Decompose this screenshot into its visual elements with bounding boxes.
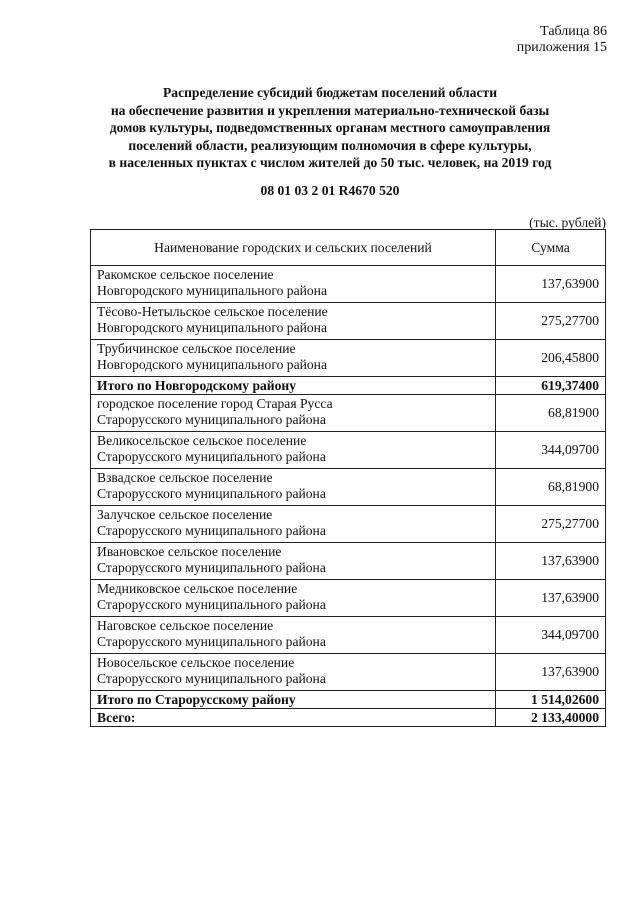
settlement-name: Всего:: [97, 710, 136, 725]
table-number: Таблица 86: [540, 24, 607, 39]
settlement-name-cell: [91, 377, 496, 395]
district-name: Старорусского муниципального района: [97, 634, 326, 649]
table-row: [91, 543, 606, 580]
column-header-name: Наименование городских и сельских поселений: [91, 230, 496, 266]
subsidy-table: [90, 229, 606, 727]
table-row: [91, 469, 606, 506]
amount-cell: 344,09700: [496, 617, 606, 654]
table-row: [91, 432, 606, 469]
amount-cell: 68,81900: [496, 469, 606, 506]
amount-cell: 275,27700: [496, 506, 606, 543]
amount-cell: 275,27700: [496, 303, 606, 340]
title-line: поселений области, реализующим полномочия в сфере культуры,: [128, 137, 532, 153]
settlement-name-cell: [91, 266, 496, 303]
table-row: [91, 654, 606, 691]
units-label: (тыс. рублей): [529, 215, 606, 230]
settlement-name: Великосельское сельское поселение: [97, 433, 307, 448]
settlement-name-cell: [91, 617, 496, 654]
table-row: [91, 506, 606, 543]
amount-cell: 206,45800: [496, 340, 606, 377]
settlement-name: Тёсово-Нетыльское сельское поселение: [97, 304, 328, 319]
amount-cell: 137,63900: [496, 266, 606, 303]
document-title: [60, 84, 600, 172]
settlement-name: Итого по Старорусскому району: [97, 692, 296, 707]
settlement-name-cell: [91, 340, 496, 377]
settlement-name: Медниковское сельское поселение: [97, 581, 298, 596]
table-row: [91, 340, 606, 377]
table-row: [91, 395, 606, 432]
settlement-name-cell: [91, 654, 496, 691]
settlement-name-cell: [91, 303, 496, 340]
settlement-name: Ракомское сельское поселение: [97, 267, 274, 282]
settlement-name: Залучское сельское поселение: [97, 507, 273, 522]
amount-cell: 1 514,02600: [496, 691, 606, 709]
district-name: Новгородского муниципального района: [97, 283, 327, 298]
settlement-name-cell: [91, 580, 496, 617]
settlement-name: Итого по Новгородскому району: [97, 378, 297, 393]
amount-cell: 344,09700: [496, 432, 606, 469]
district-name: Новгородского муниципального района: [97, 357, 327, 372]
grand-total-row: [91, 709, 606, 727]
settlement-name: Новосельское сельское поселение: [97, 655, 295, 670]
settlement-name: городское поселение город Старая Русса: [97, 396, 333, 411]
table-header-row: [91, 230, 606, 266]
amount-cell: 137,63900: [496, 654, 606, 691]
settlement-name-cell: [91, 395, 496, 432]
district-name: Старорусского муниципального района: [97, 486, 326, 501]
district-name: Старорусского муниципального района: [97, 597, 326, 612]
settlement-name: Ивановское сельское поселение: [97, 544, 282, 559]
subtotal-row: [91, 691, 606, 709]
table-row: [91, 303, 606, 340]
settlement-name-cell: [91, 543, 496, 580]
district-name: Старорусского муниципального района: [97, 412, 326, 427]
settlement-name: Взвадское сельское поселение: [97, 470, 273, 485]
settlement-name-cell: [91, 469, 496, 506]
amount-cell: 619,37400: [496, 377, 606, 395]
title-line: в населенных пунктах с числом жителей до 50 тыс. человек, на 2019 год: [108, 155, 552, 170]
amount-cell: 137,63900: [496, 543, 606, 580]
district-name: Старорусского муниципального района: [97, 671, 326, 686]
district-name: Старорусского муниципального района: [97, 449, 326, 464]
amount-cell: 68,81900: [496, 395, 606, 432]
settlement-name: Наговское сельское поселение: [97, 618, 274, 633]
appendix-number: приложения 15: [516, 40, 607, 55]
table-row: [91, 580, 606, 617]
table-row: [91, 266, 606, 303]
subtotal-row: [91, 377, 606, 395]
budget-classification-code: 08 01 03 2 01 R4670 520: [260, 183, 400, 198]
amount-cell: 137,63900: [496, 580, 606, 617]
amount-cell: 2 133,40000: [496, 709, 606, 727]
settlement-name-cell: [91, 691, 496, 709]
title-line: домов культуры, подведомственных органам местного самоуправления: [109, 120, 551, 135]
column-header-amount: Сумма: [496, 230, 606, 266]
settlement-name-cell: [91, 506, 496, 543]
title-line: Распределение субсидий бюджетам поселений области: [162, 85, 498, 100]
settlement-name-cell: [91, 709, 496, 727]
table-annex-reference: [517, 24, 607, 56]
district-name: Новгородского муниципального района: [97, 320, 327, 335]
district-name: Старорусского муниципального района: [97, 560, 326, 575]
settlement-name-cell: [91, 432, 496, 469]
title-line: на обеспечение развития и укрепления материально-технической базы: [110, 102, 550, 118]
settlement-name: Трубичинское сельское поселение: [97, 341, 296, 356]
table-row: [91, 617, 606, 654]
district-name: Старорусского муниципального района: [97, 523, 326, 538]
